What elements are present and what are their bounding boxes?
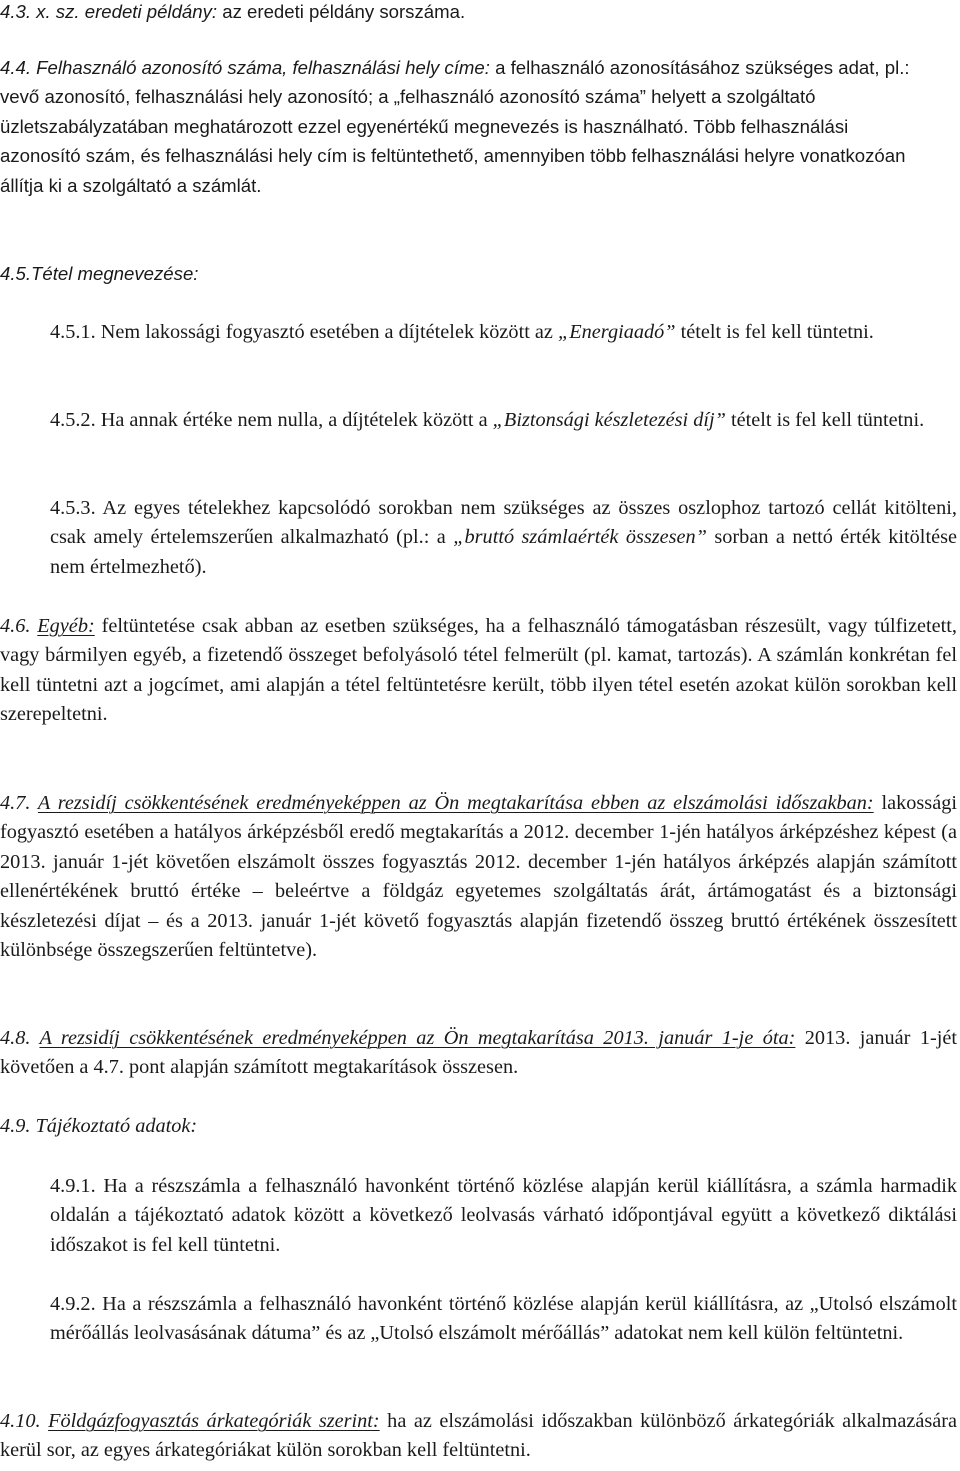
section-4-6-label: Egyéb:	[37, 615, 95, 637]
item-4-9-2	[50, 1290, 957, 1349]
section-4-4-text-1: a felhasználó azonosításához szükséges adat, pl.: vevő azonosító, felhasználási hely azonosító; a „felhasználó azonosító száma” helyett a szolgáltató üzletszabályzatában meghatározott ezzel egyenértékű megnevezés is használható.	[0, 57, 910, 137]
section-4-10	[0, 1407, 957, 1466]
item-4-5-2-text-a: 4.5.2. Ha annak értéke nem nulla, a díjtételek között a	[50, 409, 493, 431]
section-4-8-text: 2013. január 1-jét követően a 4.7. pont alapján számított megtakarítások összesen.	[0, 1027, 957, 1079]
item-4-5-1-text-a: 4.5.1. Nem lakossági fogyasztó esetében a díjtételek között az	[50, 321, 558, 343]
item-4-5-1	[50, 318, 957, 347]
section-4-4-text-2: Több felhasználási azonosító szám, és felhasználási hely cím is feltüntethető, amennyiben több felhasználási helyre vonatkozóan állítja ki a szolgáltató a számlát.	[0, 115, 906, 196]
section-4-3	[0, 0, 957, 26]
item-4-5-1-text-b: tételt is fel kell tüntetni.	[675, 321, 874, 343]
item-4-9-2-text: 4.9.2. Ha a részszámla a felhasználó havonként történő közlése alapján kerül kiállításra, az „Utolsó elszámolt mérőállás leolvasásának dátuma” és az „Utolsó elszámolt mérőállás” adatokat nem kell külön feltüntetni.	[50, 1293, 957, 1345]
item-4-5-2-text-b: tételt is fel kell tüntetni.	[725, 409, 925, 431]
section-4-3-text: az eredeti példány sorszáma.	[217, 1, 466, 22]
section-4-6	[0, 612, 957, 730]
item-4-5-3-text-b: sorban a nettó érték kitöltése nem értelmezhető).	[50, 526, 957, 578]
item-4-9-1-text: 4.9.1. Ha a részszámla a felhasználó havonként történő közlése alapján kerül kiállításra, a számla harmadik oldalán a tájékoztató adatok között a következő leolvasás várható időpontjával együtt a következő diktálási időszakot is fel kell tüntetni.	[50, 1175, 957, 1256]
section-4-10-text: ha az elszámolási időszakban különböző árkategóriák alkalmazására kerül sor, az egyes árkategóriákat külön sorokban kell feltüntetni.	[0, 1410, 957, 1462]
section-4-6-text: feltüntetése csak abban az esetben szükséges, ha a felhasználó támogatásban részesült, vagy túlfizetett, vagy bármilyen egyéb, a fizetendő összeget befolyásoló tétel felmerült (pl. kamat, tartozás). A számlán konkrétan fel kell tüntetni azt a jogcímet, ami alapján a tétel feltüntetésre került, több ilyen tétel esetén azokat külön sorokban kell szerepeltetni.	[0, 615, 957, 726]
section-4-8	[0, 1024, 957, 1083]
section-4-10-label: Földgázfogyasztás árkategóriák szerint:	[48, 1410, 380, 1432]
section-4-7-text: lakossági fogyasztó esetében a hatályos árképzésből eredő megtakarítás a 2012. december 1-jén hatályos árképzéshez képest (a 2013. január 1-jét követően elszámolt összes fogyasztás 2012. december 1-jén hatályos árképzés alapján számított ellenértékének bruttó értéke – beleértve a földgáz egyetemes szolgáltatás árát, ártámogatást és a biztonsági készletezési díjat – és a 2013. január 1-jét követő fogyasztás alapján fizetendő összeg bruttó értékének összesített különbsége összegszerűen feltüntetve).	[0, 792, 957, 962]
item-4-5-1-emphasis: „Energiaadó”	[558, 321, 676, 343]
section-4-6-number: 4.6.	[0, 615, 38, 637]
section-4-8-label: A rezsidíj csökkentésének eredményeképpen az Ön megtakarítása 2013. január 1-je óta:	[39, 1027, 796, 1049]
item-4-5-3	[50, 494, 957, 582]
section-4-7	[0, 789, 957, 965]
item-4-5-3-emphasis: „bruttó számlaérték összesen”	[453, 526, 707, 549]
section-4-9-label: 4.9. Tájékoztató adatok:	[0, 1115, 198, 1137]
section-4-5-label: 4.5.Tétel megnevezése:	[0, 263, 199, 284]
section-4-3-label: 4.3. x. sz. eredeti példány:	[0, 1, 218, 22]
item-4-9-1	[50, 1172, 957, 1260]
section-4-7-label: A rezsidíj csökkentésének eredményeképpen az Ön megtakarítása ebben az elszámolási időszakban:	[37, 792, 874, 814]
item-4-5-2	[50, 406, 957, 435]
item-4-5-2-emphasis: „Biztonsági készletezési díj”	[492, 409, 726, 431]
section-4-4-label: 4.4. Felhasználó azonosító száma, felhasználási hely címe:	[0, 57, 490, 78]
section-4-8-number: 4.8.	[0, 1027, 40, 1049]
section-4-9-heading	[0, 1112, 957, 1141]
item-4-5-3-text-a: 4.5.3. Az egyes tételekhez kapcsolódó sorokban nem szükséges az összes oszlophoz tartozó cellát kitölteni, csak amely értelemszerűen alkalmazható (pl.: a	[50, 497, 957, 549]
section-4-7-number: 4.7.	[0, 792, 38, 814]
section-4-4	[0, 53, 932, 200]
section-4-10-number: 4.10.	[0, 1410, 49, 1432]
section-4-5-heading	[0, 259, 957, 288]
